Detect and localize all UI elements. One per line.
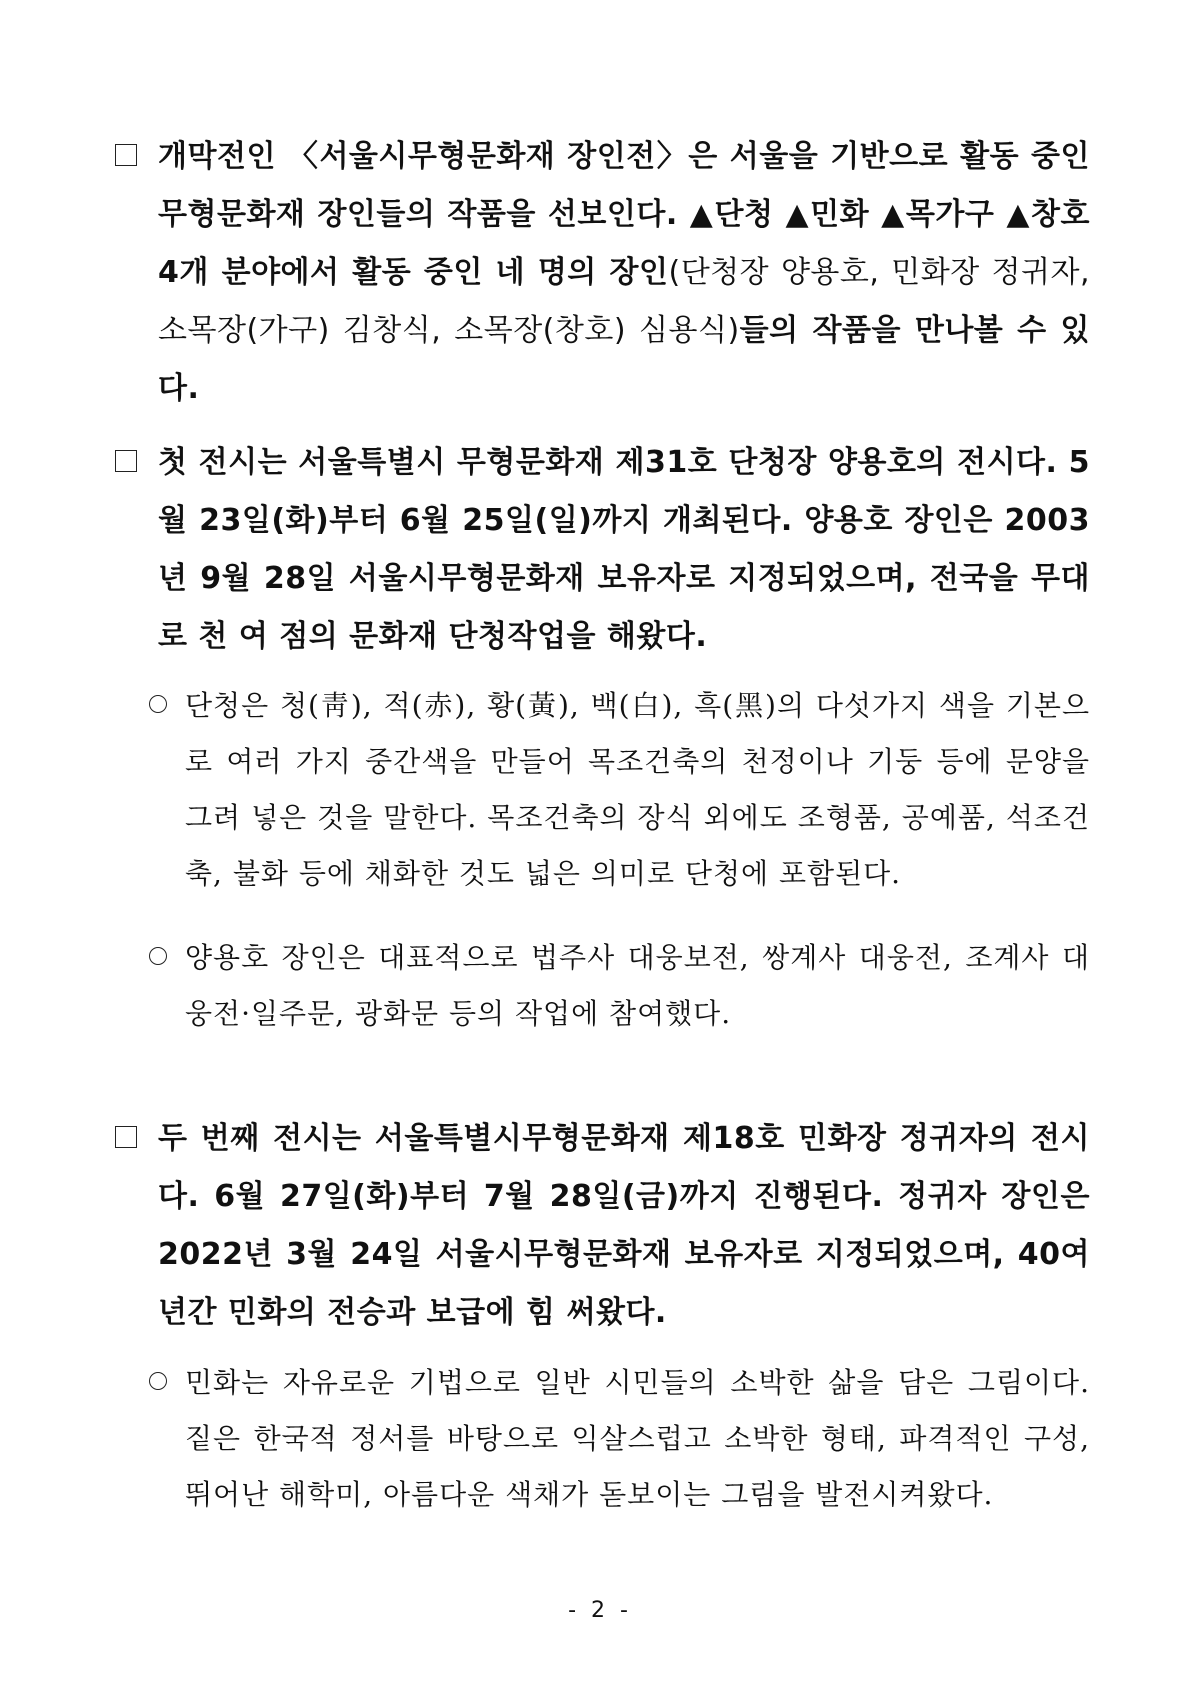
checkbox-square-icon [115,1126,137,1148]
section-first-exhibition [110,434,1090,666]
paragraph-normal-part: (단청장 양용호, 민화장 정귀자, 소목장(가구) 김창식, 소목장(창호) 심용식) [158,255,1090,348]
paragraph-bold-tail: 들의 작품을 만나볼 수 있다. [158,313,1090,406]
sub-item-minhwa-definition [145,1355,1090,1523]
sub-paragraph: 단청은 청(靑), 적(赤), 황(黃), 백(白), 흑(黑)의 다섯가지 색을 기본으로 여러 가지 중간색을 만들어 목조건축의 천정이나 기둥 등에 문양을 그려 넣은 것을 말한다. 목조건축의 장식 외에도 조형품, 공예품, 석조건축, 불화 등에 채화한 것도 넓은 의미로 단청에 포함된다. [185,689,1090,890]
paragraph-bold-part: 개막전인 〈서울시무형문화재 장인전〉은 서울을 기반으로 활동 중인 무형문화재 장인들의 작품을 선보인다. ▲단청 ▲민화 ▲목가구 ▲창호 4개 분야에서 활동 중인 네 명의 장인 [158,139,1091,290]
sub-item-dancheong-definition [145,678,1090,902]
bullet-circle-icon [149,695,167,713]
section-paragraph: 첫 전시는 서울특별시 무형문화재 제31호 단청장 양용호의 전시다. 5월 23일(화)부터 6월 25일(일)까지 개최된다. 양용호 장인은 2003년 9월 28일 서울시무형문화재 보유자로 지정되었으며, 전국을 무대로 천 여 점의 문화재 단청작업을 해왔다. [158,445,1090,654]
section-paragraph [158,128,1090,418]
section-second-exhibition [110,1110,1090,1342]
checkbox-square-icon [115,144,137,166]
sub-item-yang-works [145,930,1090,1042]
section-exhibition-overview [110,128,1090,418]
sub-paragraph: 민화는 자유로운 기법으로 일반 시민들의 소박한 삶을 담은 그림이다. 짙은 한국적 정서를 바탕으로 익살스럽고 소박한 형태, 파격적인 구성, 뛰어난 해학미, 아름다운 색채가 돋보이는 그림을 발전시켜왔다. [185,1366,1090,1511]
section-paragraph: 두 번째 전시는 서울특별시무형문화재 제18호 민화장 정귀자의 전시다. 6월 27일(화)부터 7월 28일(금)까지 진행된다. 정귀자 장인은 2022년 3월 24일 서울시무형문화재 보유자로 지정되었으며, 40여 년간 민화의 전승과 보급에 힘 써왔다. [158,1121,1090,1330]
page-number: - 2 - [568,1598,632,1623]
bullet-circle-icon [149,1372,167,1390]
checkbox-square-icon [115,450,137,472]
bullet-circle-icon [149,947,167,965]
sub-paragraph: 양용호 장인은 대표적으로 법주사 대웅보전, 쌍계사 대웅전, 조계사 대웅전·일주문, 광화문 등의 작업에 참여했다. [185,941,1090,1030]
